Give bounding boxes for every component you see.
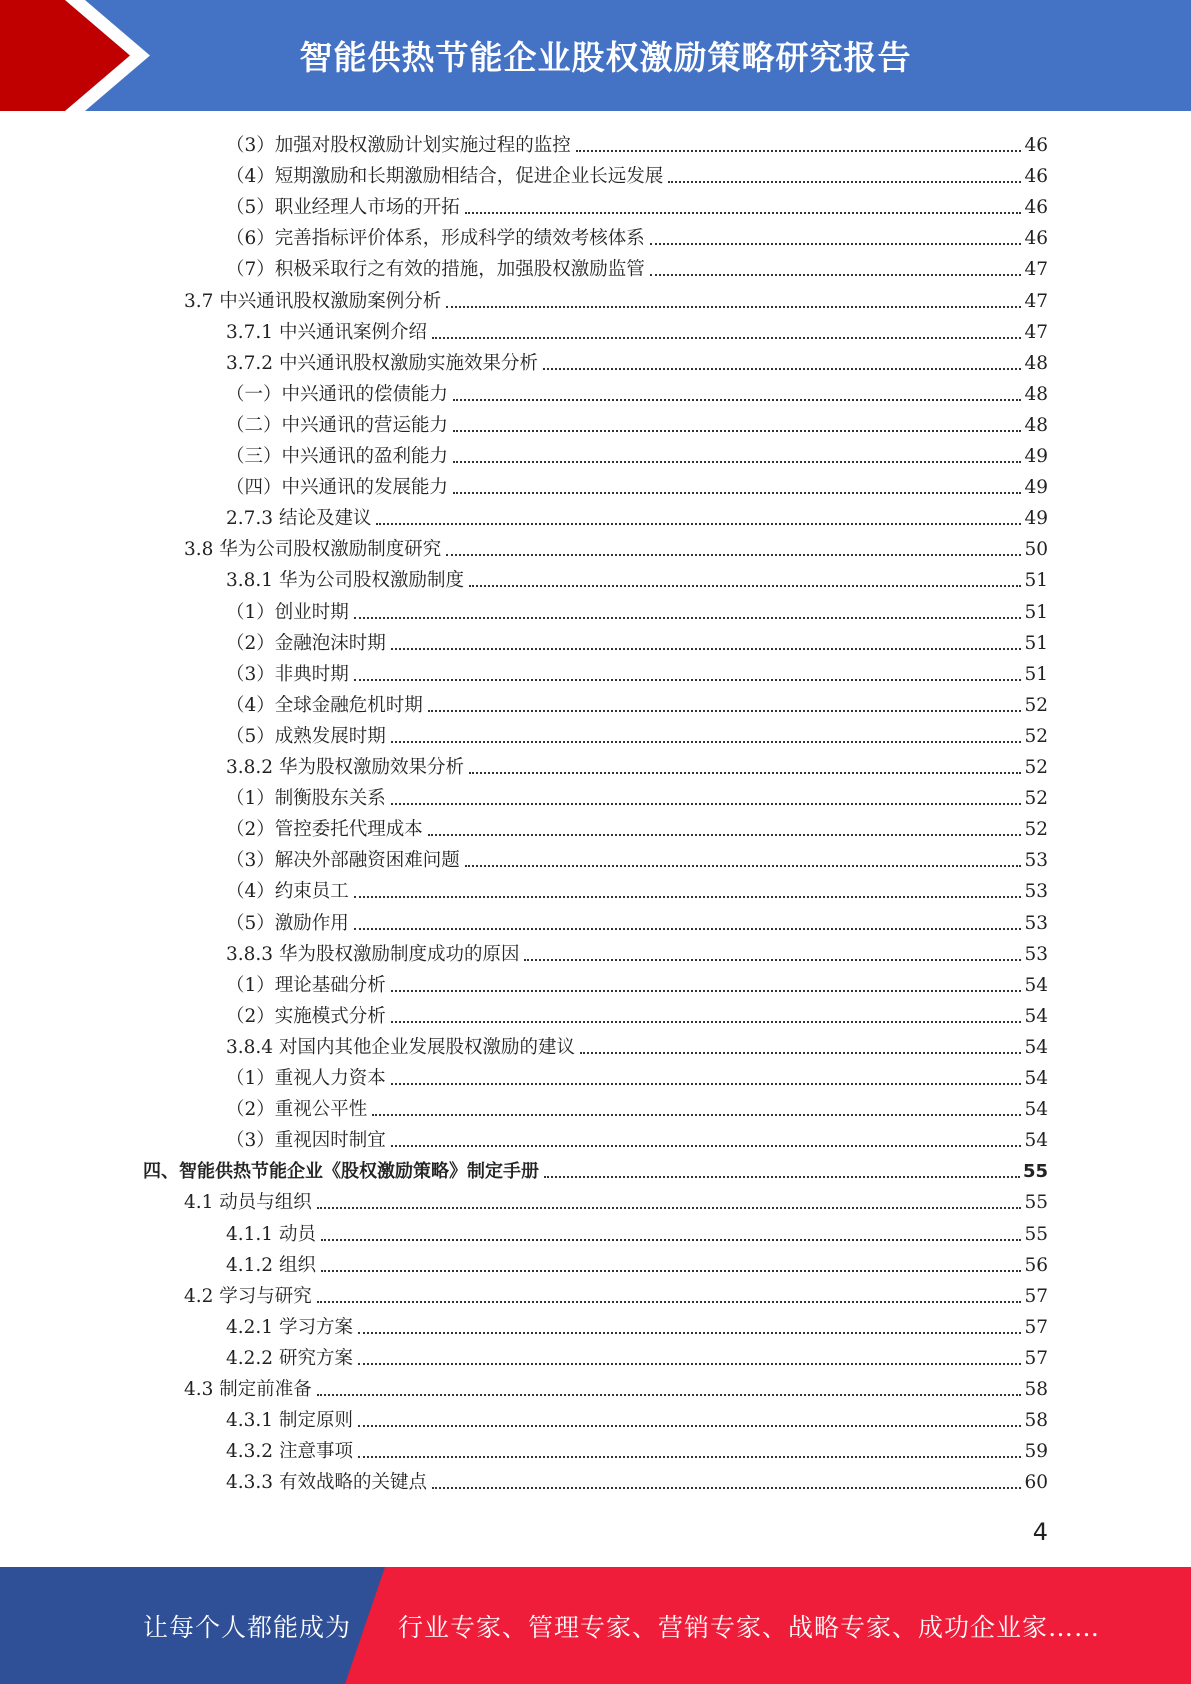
toc-entry-label: 2.7.3 结论及建议 bbox=[226, 508, 372, 530]
toc-entry-label: 3.8.1 华为公司股权激励制度 bbox=[226, 570, 464, 592]
toc-entry-page: 53 bbox=[1024, 850, 1048, 872]
toc-entry[interactable] bbox=[226, 842, 1048, 873]
toc-entry-page: 47 bbox=[1024, 321, 1048, 343]
toc-leader-dots bbox=[428, 834, 1022, 836]
toc-entry-page: 57 bbox=[1024, 1316, 1048, 1338]
toc-entry-page: 46 bbox=[1024, 228, 1048, 250]
toc-entry-page: 48 bbox=[1024, 383, 1048, 405]
toc-entry-label: （四）中兴通讯的发展能力 bbox=[226, 477, 449, 499]
toc-entry-label: （4）约束员工 bbox=[226, 881, 349, 903]
toc-leader-dots bbox=[354, 896, 1022, 898]
toc-leader-dots bbox=[432, 337, 1021, 339]
toc-leader-dots bbox=[576, 150, 1022, 152]
toc-entry-label: 4.3.2 注意事项 bbox=[226, 1441, 353, 1463]
toc-entry-page: 57 bbox=[1024, 1347, 1048, 1369]
toc-entry[interactable] bbox=[226, 1309, 1048, 1340]
toc-leader-dots bbox=[469, 585, 1021, 587]
page-number: 4 bbox=[1032, 1518, 1048, 1546]
toc-entry[interactable] bbox=[226, 407, 1048, 438]
toc-entry-page: 47 bbox=[1024, 259, 1048, 281]
toc-entry-label: 4.2.1 学习方案 bbox=[226, 1316, 353, 1338]
toc-entry[interactable] bbox=[226, 438, 1048, 469]
toc-entry-page: 49 bbox=[1024, 446, 1048, 467]
toc-entry[interactable] bbox=[226, 345, 1048, 376]
toc-entry[interactable] bbox=[226, 687, 1048, 718]
toc-entry-label: 4.2 学习与研究 bbox=[184, 1285, 312, 1307]
toc-entry[interactable] bbox=[226, 127, 1048, 158]
toc-leader-dots bbox=[668, 181, 1021, 183]
toc-leader-dots bbox=[358, 1456, 1022, 1458]
toc-entry-page: 51 bbox=[1024, 570, 1048, 592]
toc-leader-dots bbox=[544, 1176, 1020, 1178]
toc-entry-page: 52 bbox=[1024, 819, 1048, 841]
toc-entry[interactable] bbox=[184, 1184, 1048, 1215]
toc-leader-dots bbox=[354, 617, 1022, 619]
toc-leader-dots bbox=[446, 306, 1021, 308]
toc-entry-page: 48 bbox=[1024, 352, 1048, 374]
toc-entry-page: 58 bbox=[1024, 1379, 1048, 1400]
page-footer bbox=[0, 1567, 1191, 1684]
toc-entry-label: （三）中兴通讯的盈利能力 bbox=[226, 446, 449, 467]
toc-entry[interactable] bbox=[226, 158, 1048, 189]
toc-entry-page: 55 bbox=[1024, 1192, 1048, 1214]
toc-entry-label: 4.3.1 制定原则 bbox=[226, 1410, 353, 1432]
toc-entry-label: （4）全球金融危机时期 bbox=[226, 694, 423, 716]
toc-entry[interactable] bbox=[226, 998, 1048, 1029]
toc-leader-dots bbox=[543, 368, 1021, 370]
toc-entry-label: 3.7.2 中兴通讯股权激励实施效果分析 bbox=[226, 352, 538, 374]
toc-entry-label: （2）金融泡沫时期 bbox=[226, 632, 386, 654]
toc-entry[interactable] bbox=[226, 1340, 1048, 1371]
toc-entry-label: 3.7.1 中兴通讯案例介绍 bbox=[226, 321, 427, 343]
toc-entry-page: 54 bbox=[1024, 1036, 1048, 1058]
toc-leader-dots bbox=[453, 430, 1021, 432]
toc-entry[interactable] bbox=[184, 1371, 1048, 1402]
toc-entry-label: （3）重视因时制宜 bbox=[226, 1130, 386, 1152]
toc-entry[interactable] bbox=[226, 1029, 1048, 1060]
toc-entry[interactable] bbox=[226, 749, 1048, 780]
toc-entry[interactable] bbox=[226, 873, 1048, 904]
toc-leader-dots bbox=[317, 1207, 1022, 1209]
toc-entry-page: 55 bbox=[1022, 1161, 1048, 1183]
toc-leader-dots bbox=[321, 1239, 1022, 1241]
toc-entry-page: 58 bbox=[1024, 1410, 1048, 1432]
toc-leader-dots bbox=[358, 1332, 1022, 1334]
toc-entry-label: （1）重视人力资本 bbox=[226, 1068, 386, 1089]
toc-leader-dots bbox=[391, 1021, 1022, 1023]
toc-leader-dots bbox=[453, 399, 1021, 401]
toc-entry-page: 60 bbox=[1024, 1472, 1048, 1494]
toc-entry-page: 54 bbox=[1024, 1099, 1048, 1121]
toc-entry-label: 4.3.3 有效战略的关键点 bbox=[226, 1472, 427, 1494]
toc-leader-dots bbox=[358, 1425, 1022, 1427]
toc-entry-label: （6）完善指标评价体系，形成科学的绩效考核体系 bbox=[226, 228, 645, 250]
toc-entry-page: 53 bbox=[1024, 912, 1048, 934]
toc-entry[interactable] bbox=[226, 1122, 1048, 1153]
toc-entry-label: （3）加强对股权激励计划实施过程的监控 bbox=[226, 135, 571, 156]
toc-leader-dots bbox=[376, 523, 1021, 525]
toc-leader-dots bbox=[469, 772, 1021, 774]
toc-entry-page: 56 bbox=[1024, 1254, 1048, 1276]
toc-leader-dots bbox=[391, 990, 1022, 992]
toc-entry[interactable] bbox=[226, 625, 1048, 656]
toc-entry-label: 4.1.1 动员 bbox=[226, 1223, 316, 1245]
toc-entry-label: （4）短期激励和长期激励相结合，促进企业长远发展 bbox=[226, 166, 664, 188]
toc-entry-label: （5）激励作用 bbox=[226, 912, 349, 934]
toc-leader-dots bbox=[391, 648, 1022, 650]
toc-entry-page: 52 bbox=[1024, 725, 1048, 747]
toc-leader-dots bbox=[354, 928, 1022, 930]
toc-entry-page: 46 bbox=[1024, 197, 1048, 219]
toc-entry[interactable] bbox=[184, 531, 1048, 562]
page-header bbox=[0, 0, 1191, 111]
toc-leader-dots bbox=[391, 741, 1022, 743]
toc-entry[interactable] bbox=[226, 656, 1048, 687]
toc-leader-dots bbox=[391, 1083, 1022, 1085]
toc-entry-label: 3.8 华为公司股权激励制度研究 bbox=[184, 539, 442, 561]
toc-entry-page: 47 bbox=[1024, 290, 1048, 312]
toc-entry[interactable] bbox=[226, 469, 1048, 500]
toc-leader-dots bbox=[650, 274, 1022, 276]
report-title: 智能供热节能企业股权激励策略研究报告 bbox=[299, 38, 912, 77]
toc-entry[interactable] bbox=[226, 1433, 1048, 1464]
toc-leader-dots bbox=[428, 710, 1022, 712]
toc-entry-page: 52 bbox=[1024, 788, 1048, 810]
toc-entry-label: （2）管控委托代理成本 bbox=[226, 819, 423, 841]
toc-entry-label: 4.2.2 研究方案 bbox=[226, 1347, 353, 1369]
toc-entry-label: （5）成熟发展时期 bbox=[226, 725, 386, 747]
toc-leader-dots bbox=[391, 803, 1022, 805]
toc-leader-dots bbox=[465, 865, 1022, 867]
toc-entry-page: 51 bbox=[1024, 601, 1048, 623]
toc-entry[interactable] bbox=[226, 1216, 1048, 1247]
toc-leader-dots bbox=[524, 959, 1021, 961]
toc-entry-label: 3.8.3 华为股权激励制度成功的原因 bbox=[226, 943, 520, 965]
toc-entry-label: 3.7 中兴通讯股权激励案例分析 bbox=[184, 290, 442, 312]
toc-entry-label: 3.8.2 华为股权激励效果分析 bbox=[226, 757, 464, 778]
toc-entry[interactable] bbox=[226, 376, 1048, 407]
toc-entry-page: 54 bbox=[1024, 1005, 1048, 1027]
toc-leader-dots bbox=[317, 1301, 1022, 1303]
toc-entry[interactable] bbox=[226, 314, 1048, 345]
toc-entry-label: 4.3 制定前准备 bbox=[184, 1379, 312, 1400]
toc-entry-label: （1）理论基础分析 bbox=[226, 974, 386, 996]
toc-entry-label: （1）制衡股东关系 bbox=[226, 788, 386, 810]
toc-leader-dots bbox=[358, 1363, 1022, 1365]
toc-entry-label: （一）中兴通讯的偿债能力 bbox=[226, 383, 449, 405]
toc-entry-page: 52 bbox=[1024, 757, 1048, 778]
toc-leader-dots bbox=[391, 1145, 1022, 1147]
toc-entry-page: 48 bbox=[1024, 414, 1048, 436]
toc-entry-label: （1）创业时期 bbox=[226, 601, 349, 623]
toc-entry[interactable] bbox=[226, 1402, 1048, 1433]
toc-leader-dots bbox=[354, 679, 1022, 681]
toc-entry-page: 46 bbox=[1024, 166, 1048, 188]
toc-entry[interactable] bbox=[226, 562, 1048, 593]
toc-entry-label: 4.1 动员与组织 bbox=[184, 1192, 312, 1214]
toc-entry-page: 53 bbox=[1024, 881, 1048, 903]
toc-entry[interactable] bbox=[226, 718, 1048, 749]
toc-entry-page: 57 bbox=[1024, 1285, 1048, 1307]
toc-entry[interactable] bbox=[226, 1464, 1048, 1495]
footer-slogan-left: 让每个人都能成为 bbox=[143, 1612, 352, 1642]
toc-entry[interactable] bbox=[226, 220, 1048, 251]
toc-entry-label: （二）中兴通讯的营运能力 bbox=[226, 414, 449, 436]
toc-entry-page: 51 bbox=[1024, 632, 1048, 654]
toc-entry-label: 4.1.2 组织 bbox=[226, 1254, 316, 1276]
toc-entry[interactable] bbox=[184, 1278, 1048, 1309]
toc-entry[interactable] bbox=[226, 811, 1048, 842]
toc-entry[interactable] bbox=[226, 905, 1048, 936]
toc-entry-page: 50 bbox=[1024, 539, 1048, 561]
toc-entry-label: 四、智能供热节能企业《股权激励策略》制定手册 bbox=[143, 1161, 539, 1183]
toc-leader-dots bbox=[317, 1394, 1022, 1396]
toc-leader-dots bbox=[432, 1487, 1021, 1489]
toc-entry[interactable] bbox=[226, 189, 1048, 220]
toc-entry[interactable] bbox=[226, 1091, 1048, 1122]
toc-entry[interactable] bbox=[226, 1247, 1048, 1278]
toc-entry[interactable] bbox=[226, 967, 1048, 998]
toc-entry[interactable] bbox=[226, 1060, 1048, 1091]
toc-entry-page: 49 bbox=[1024, 477, 1048, 499]
toc-leader-dots bbox=[446, 554, 1021, 556]
toc-entry-label: （3）非典时期 bbox=[226, 663, 349, 685]
toc-entry-label: 3.8.4 对国内其他企业发展股权激励的建议 bbox=[226, 1036, 575, 1058]
toc-entry-page: 52 bbox=[1024, 694, 1048, 716]
toc-entry[interactable] bbox=[184, 283, 1048, 314]
toc-entry[interactable] bbox=[226, 594, 1048, 625]
toc-entry-page: 46 bbox=[1024, 135, 1048, 156]
toc-leader-dots bbox=[321, 1270, 1022, 1272]
toc-leader-dots bbox=[580, 1052, 1021, 1054]
toc-entry-label: （3）解决外部融资困难问题 bbox=[226, 850, 460, 872]
toc-entry[interactable] bbox=[226, 500, 1048, 531]
toc-entry[interactable] bbox=[226, 780, 1048, 811]
toc-leader-dots bbox=[453, 492, 1021, 494]
toc-entry[interactable] bbox=[226, 251, 1048, 282]
toc-entry-page: 54 bbox=[1024, 974, 1048, 996]
toc-entry-page: 55 bbox=[1024, 1223, 1048, 1245]
toc-leader-dots bbox=[372, 1114, 1021, 1116]
footer-slogan-right: 行业专家、管理专家、营销专家、战略专家、成功企业家…… bbox=[398, 1612, 1101, 1642]
toc-entry[interactable] bbox=[143, 1153, 1048, 1184]
toc-entry-label: （5）职业经理人市场的开拓 bbox=[226, 197, 460, 219]
toc-leader-dots bbox=[453, 461, 1021, 463]
toc-entry-label: （2）实施模式分析 bbox=[226, 1005, 386, 1027]
toc-entry-page: 54 bbox=[1024, 1068, 1048, 1089]
toc-entry-page: 54 bbox=[1024, 1130, 1048, 1152]
toc-leader-dots bbox=[465, 212, 1022, 214]
toc-entry[interactable] bbox=[226, 936, 1048, 967]
toc-entry-page: 51 bbox=[1024, 663, 1048, 685]
toc-entry-page: 49 bbox=[1024, 508, 1048, 530]
toc-entry-label: （2）重视公平性 bbox=[226, 1099, 368, 1121]
toc-entry-page: 59 bbox=[1024, 1441, 1048, 1463]
toc-leader-dots bbox=[650, 243, 1022, 245]
toc-entry-page: 53 bbox=[1024, 943, 1048, 965]
toc-entry-label: （7）积极采取行之有效的措施，加强股权激励监管 bbox=[226, 259, 645, 281]
